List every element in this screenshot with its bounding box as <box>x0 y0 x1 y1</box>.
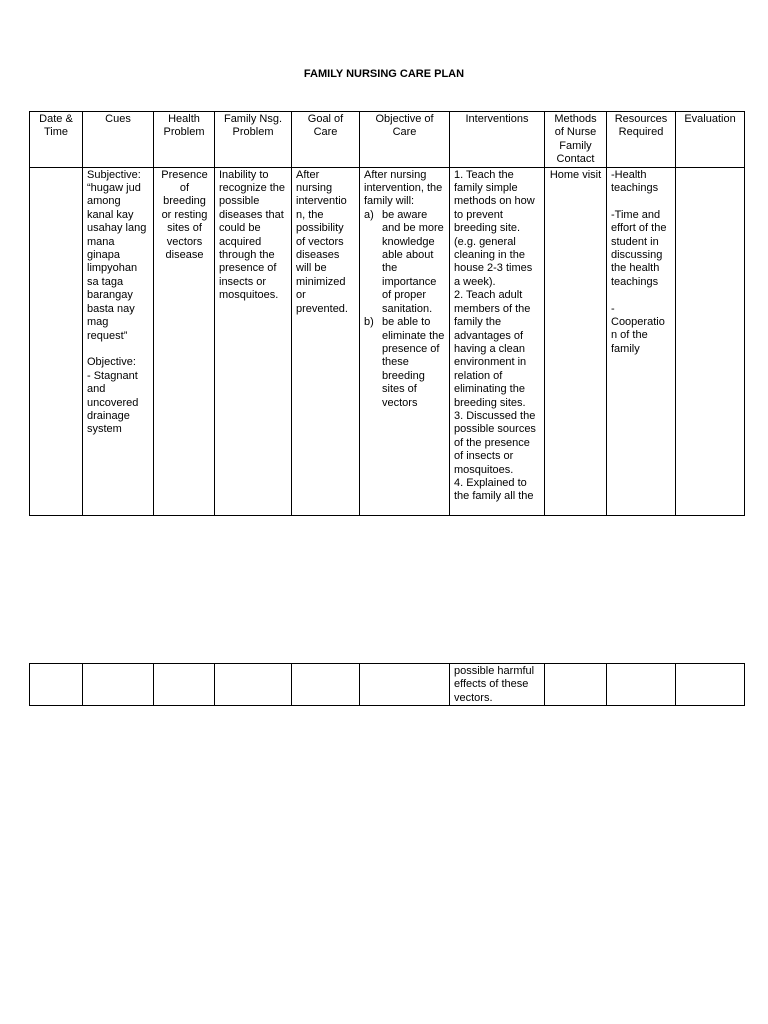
header-objective: Objective of Care <box>360 112 450 168</box>
cues-subjective-label: Subjective: <box>87 168 141 181</box>
objective-item-text: be aware and be more knowledge able about the importance of proper sanitation. <box>382 208 444 315</box>
header-cues: Cues <box>83 112 154 168</box>
cell-resources <box>607 167 676 515</box>
header-date: Date & Time <box>30 112 83 168</box>
cell-health-problem: Presence of breeding or resting sites of vectors disease <box>154 167 215 515</box>
objective-item-marker: a) <box>364 208 374 221</box>
table-header-row <box>30 112 745 168</box>
header-methods: Methods of Nurse Family Contact <box>545 112 607 168</box>
header-health-problem: Health Problem <box>154 112 215 168</box>
care-plan-table-continuation <box>29 663 745 706</box>
cell-goal <box>292 664 360 706</box>
objective-item-text: be able to eliminate the presence of these breeding sites of vectors <box>382 316 445 409</box>
cell-family-problem <box>215 664 292 706</box>
header-resources: Resources Required <box>607 112 676 168</box>
intervention-item: 2. Teach adult members of the family the advantages of having a clean environment in relation of eliminating the breeding sites. <box>454 289 531 409</box>
care-plan-table <box>29 111 745 516</box>
cell-date <box>30 167 83 515</box>
header-evaluation: Evaluation <box>676 112 745 168</box>
cell-family-problem: Inability to recognize the possible diseases that could be acquired through the presence of insects or mosquitoes. <box>215 167 292 515</box>
cell-methods: Home visit <box>545 167 607 515</box>
cell-interventions: possible harmful effects of these vectors. <box>450 664 545 706</box>
cell-evaluation <box>676 167 745 515</box>
cell-resources <box>607 664 676 706</box>
cell-goal: After nursing interventio n, the possibility of vectors diseases will be minimized or prevented. <box>292 167 360 515</box>
table-row <box>30 167 745 515</box>
intervention-item: 1. Teach the family simple methods on how to prevent breeding site. (e.g. general cleaning in the house 2-3 times a week). <box>454 168 535 288</box>
header-goal: Goal of Care <box>292 112 360 168</box>
cell-cues <box>83 664 154 706</box>
header-interventions: Interventions <box>450 112 545 168</box>
objective-item <box>364 316 445 410</box>
cell-health-problem <box>154 664 215 706</box>
cues-objective-text: - Stagnant and uncovered drainage system <box>87 369 139 436</box>
cell-interventions <box>450 167 545 515</box>
cell-evaluation <box>676 664 745 706</box>
resource-item: -Health teachings <box>611 168 659 195</box>
cell-methods <box>545 664 607 706</box>
intervention-item: 4. Explained to the family all the <box>454 476 534 503</box>
objective-intro: After nursing intervention, the family will: <box>364 168 443 208</box>
cues-objective-label: Objective: <box>87 356 136 369</box>
table-row <box>30 664 745 706</box>
cell-cues <box>83 167 154 515</box>
document-title: FAMILY NURSING CARE PLAN <box>303 68 465 80</box>
objective-item-marker: b) <box>364 316 374 329</box>
cues-subjective-text: “hugaw jud among kanal kay usahay lang mana ginapa limpyohan sa taga barangay basta nay mag request” <box>87 182 147 342</box>
cell-date <box>30 664 83 706</box>
header-family-problem: Family Nsg. Problem <box>215 112 292 168</box>
objective-item <box>364 209 445 316</box>
resource-item: - Cooperatio n of the family <box>611 302 665 355</box>
cell-objective <box>360 167 450 515</box>
resource-item: -Time and effort of the student in discussing the health teachings <box>611 208 667 288</box>
intervention-item: 3. Discussed the possible sources of the presence of insects or mosquitoes. <box>454 409 536 476</box>
cell-objective <box>360 664 450 706</box>
